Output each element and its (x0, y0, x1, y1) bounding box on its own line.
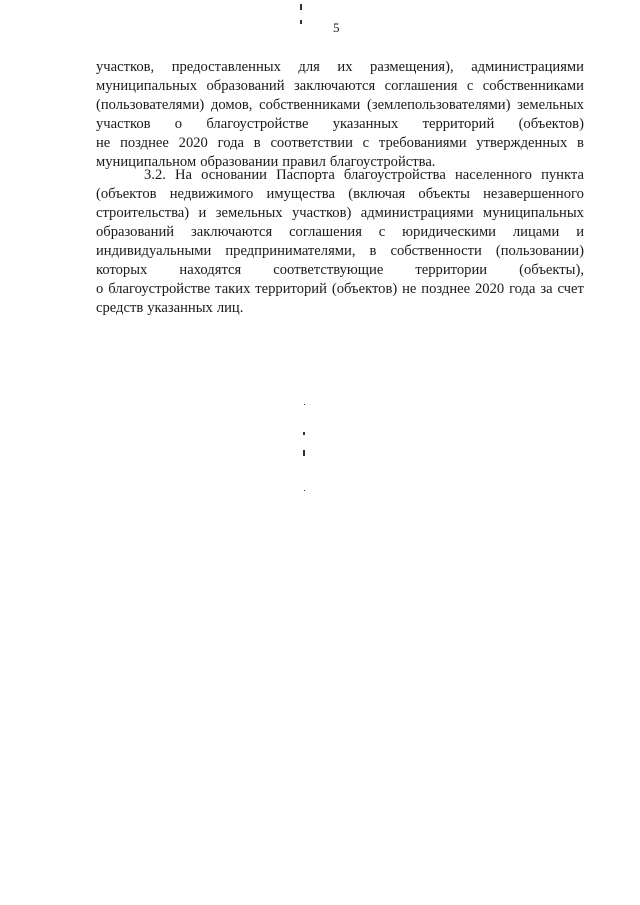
text-line: муниципальном образовании правил благоустройства. (96, 154, 436, 170)
text-line: образований заключаются соглашения с юридическими лицами и (96, 224, 584, 240)
text-line: строительства) и земельных участков) администрациями муниципальных (96, 205, 584, 221)
text-line: средств указанных лиц. (96, 300, 244, 316)
scan-mark-top (300, 4, 302, 10)
page-number: 5 (333, 20, 340, 35)
scan-mark-middle-1 (304, 404, 305, 405)
scan-mark-top-2 (300, 20, 302, 24)
scan-mark-middle-2 (303, 432, 305, 435)
paragraph-3-2 (96, 166, 584, 318)
text-line: участков, предоставленных для их размещения), администрациями (96, 59, 584, 75)
paragraph-continuation (96, 58, 584, 172)
text-line: которых находятся соответствующие территории (объекты), (96, 262, 584, 278)
scan-mark-middle-3 (303, 450, 305, 456)
text-line: (объектов недвижимого имущества (включая объекты незавершенного (96, 186, 584, 202)
scan-mark-middle-4 (304, 490, 305, 491)
text-line: индивидуальными предпринимателями, в собственности (пользовании) (96, 243, 584, 259)
text-line: муниципальных образований заключаются соглашения с собственниками (96, 78, 584, 94)
text-line: участков о благоустройстве указанных территорий (объектов) (96, 116, 584, 132)
text-line: не позднее 2020 года в соответствии с требованиями утвержденных в (96, 135, 584, 151)
text-line: о благоустройстве таких территорий (объектов) не позднее 2020 года за счет (96, 281, 584, 297)
text-line: 3.2. На основании Паспорта благоустройства населенного пункта (144, 167, 584, 183)
text-line: (пользователями) домов, собственниками (землепользователями) земельных (96, 97, 584, 113)
